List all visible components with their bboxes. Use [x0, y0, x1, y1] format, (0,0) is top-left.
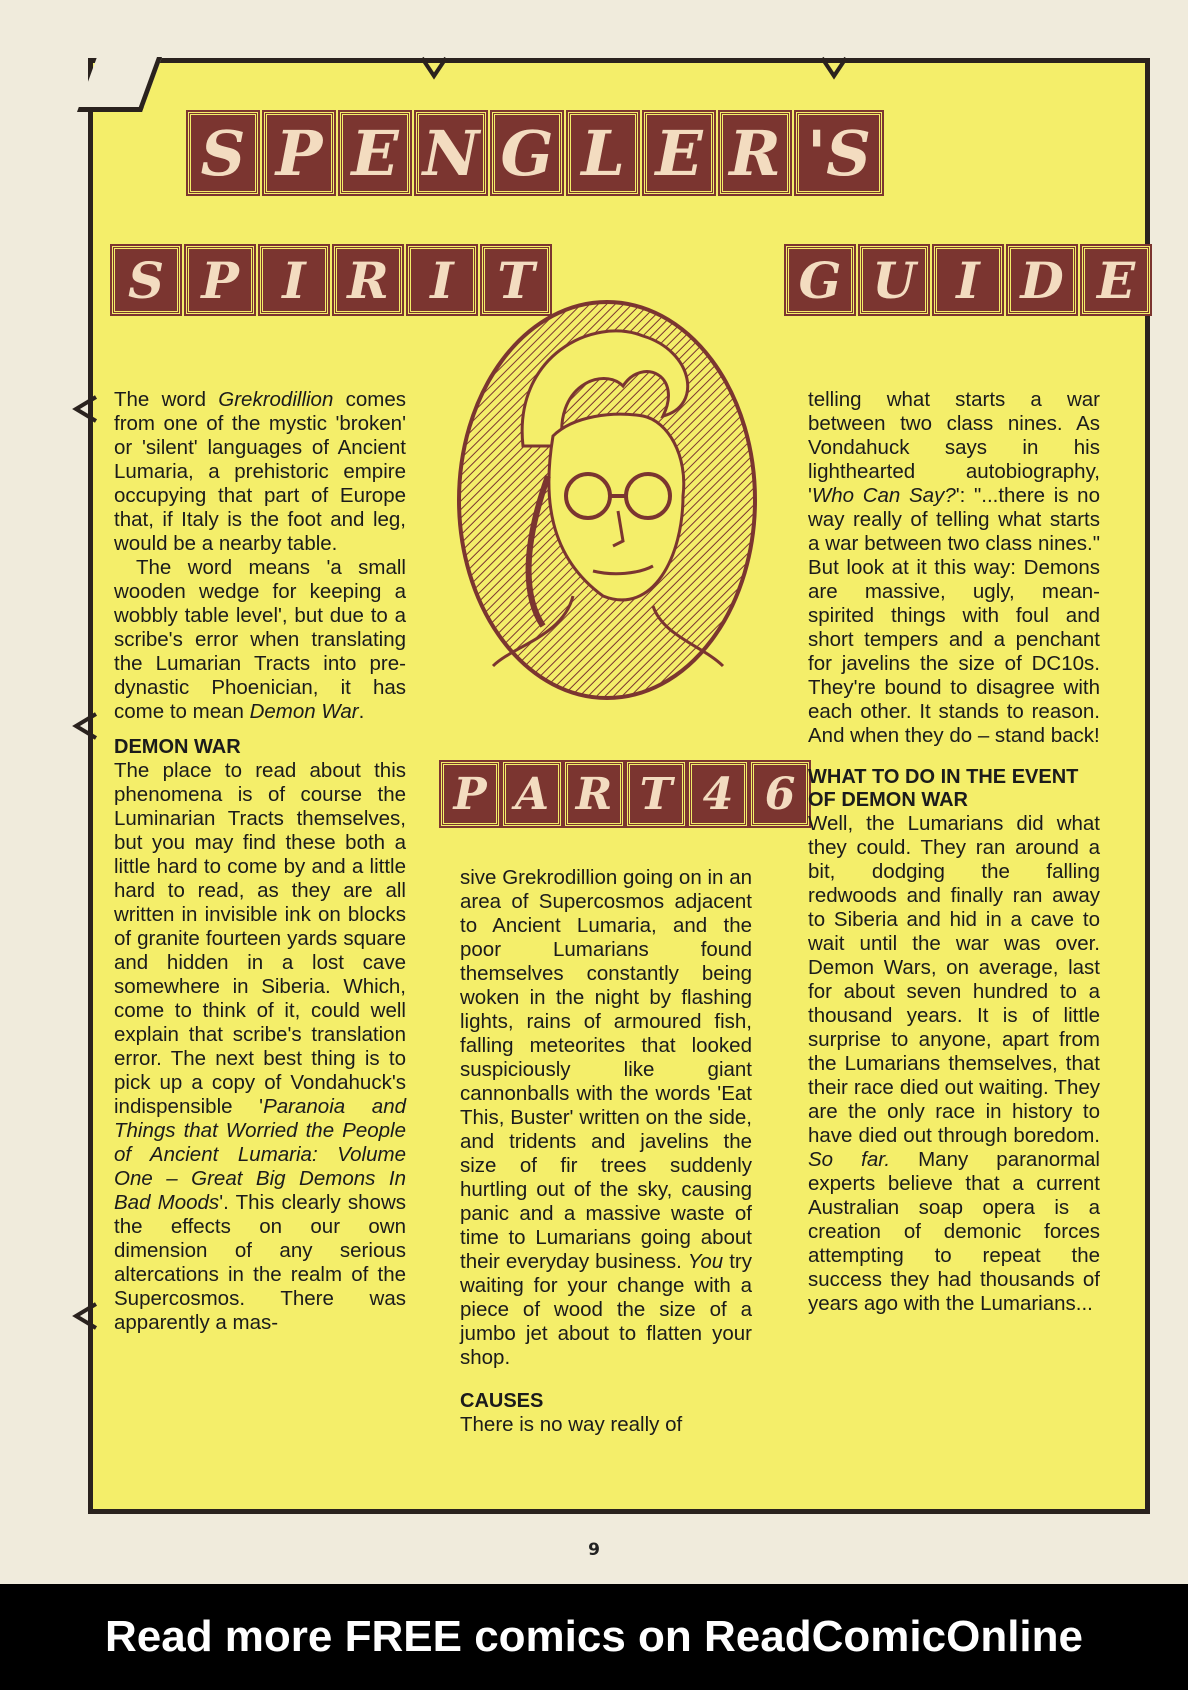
left-column: [114, 388, 406, 1335]
title-guide: [786, 246, 1150, 314]
section-heading: DEMON WAR: [114, 736, 241, 758]
title-letter: D: [1008, 246, 1076, 314]
paragraph: sive Grekrodillion going on in an area of Supercosmos adjacent to Ancient Lumaria, and the poor Lumarians found themselves constantly being woken in the night by flashing lights, rains of armoured fish, falling meteorites that looked suspiciously like giant cannonballs with the words 'Eat This, Buster' written on the side, and tridents and javelins the size of fir trees suddenly hurtling out of the sky, causing panic and a massive waste of time to Lumarians going about their everyday business. You try waiting for your change with a piece of wood the size of a jumbo jet about to flatten your shop.: [460, 866, 752, 1369]
title-letter: I: [934, 246, 1002, 314]
promo-banner[interactable]: [0, 1584, 1188, 1690]
title-letter: T: [482, 246, 550, 314]
title-letter: R: [565, 762, 623, 826]
spengler-portrait-icon: [453, 296, 761, 704]
section-heading: CAUSES: [460, 1390, 544, 1412]
middle-column: [460, 866, 752, 1437]
title-letter: L: [568, 112, 638, 194]
title-letter: G: [786, 246, 854, 314]
title-letter: 6: [751, 762, 809, 826]
page-number: 9: [588, 1540, 600, 1560]
title-letter: U: [860, 246, 928, 314]
paragraph: telling what starts a war between two class nines. As Vondahuck says in his lighthearted autobiography, 'Who Can Say?': "...there is no way really of telling what starts a war between two class nines." But look at it this way: Demons are massive, ugly, mean-spirited things with foul and short tempers and a penchant for javelins the size of DC10s. They're bound to disagree with each other. It stands to reason. And when they do – stand back!: [808, 388, 1100, 747]
paragraph: The word Grekrodillion comes from one of the mystic 'broken' or 'silent' languages of Ancient Lumaria, a prehistoric empire occupying that part of Europe that, if Italy is the foot and leg, would be a nearby table.: [114, 388, 406, 555]
promo-banner-text[interactable]: Read more FREE comics on ReadComicOnline: [104, 1612, 1083, 1661]
right-column: [808, 388, 1100, 1316]
section-heading: WHAT TO DO IN THE EVENT OF DEMON WAR: [808, 766, 1079, 811]
title-letter: P: [441, 762, 499, 826]
title-letter: R: [334, 246, 402, 314]
border-notch-icon: [420, 54, 450, 80]
title-spenglers: [188, 112, 882, 194]
title-letter: N: [416, 112, 486, 194]
title-letter: R: [720, 112, 790, 194]
title-part: [441, 762, 809, 826]
title-letter: P: [264, 112, 334, 194]
paragraph: The word means 'a small wooden wedge for keeping a wobbly table level', but due to a scribe's error when translating the Lumarian Tracts into pre-dynastic Phoenician, it has come to mean Demon War.: [114, 556, 406, 723]
border-notch-icon: [70, 1302, 100, 1332]
title-letter: 'S: [796, 112, 882, 194]
border-notch-icon: [820, 54, 850, 80]
title-letter: T: [627, 762, 685, 826]
paragraph: There is no way really of: [460, 1413, 683, 1436]
border-notch-icon: [70, 712, 100, 742]
title-letter: 4: [689, 762, 747, 826]
title-letter: E: [340, 112, 410, 194]
paragraph: The place to read about this phenomena is of course the Luminarian Tracts themselves, but you may find these both a little hard to come by and a little hard to read, as they are all written in invisible ink on blocks of granite fourteen yards square and hidden in a lost cave somewhere in Siberia. Which, come to think of it, could well explain that scribe's translation error. The next best thing is to pick up a copy of Vondahuck's indispensible 'Paranoia and Things that Worried the People of Ancient Lumaria: Volume One – Great Big Demons In Bad Moods'. This clearly shows the effects on our own dimension of any serious altercations in the realm of the Supercosmos. There was apparently a mas-: [114, 759, 407, 1334]
title-letter: I: [408, 246, 476, 314]
title-letter: S: [112, 246, 180, 314]
title-letter: E: [644, 112, 714, 194]
title-letter: G: [492, 112, 562, 194]
title-letter: P: [186, 246, 254, 314]
title-letter: E: [1082, 246, 1150, 314]
title-letter: I: [260, 246, 328, 314]
border-notch-icon: [70, 395, 100, 425]
paragraph: Well, the Lumarians did what they could. They ran around a bit, dodging the falling redwoods and finally ran away to Siberia and hid in a cave to wait until the war was over. Demon Wars, on average, last for about seven hundred to a thousand years. It is of little surprise to anyone, apart from the Lumarians themselves, that their race died out waiting. They are the only race in history to have died out through boredom. So far. Many paranormal experts believe that a current Australian soap opera is a creation of demonic forces attempting to repeat the success they had thousands of years ago with the Lumarians...: [808, 812, 1100, 1315]
title-letter: S: [188, 112, 258, 194]
title-letter: A: [503, 762, 561, 826]
